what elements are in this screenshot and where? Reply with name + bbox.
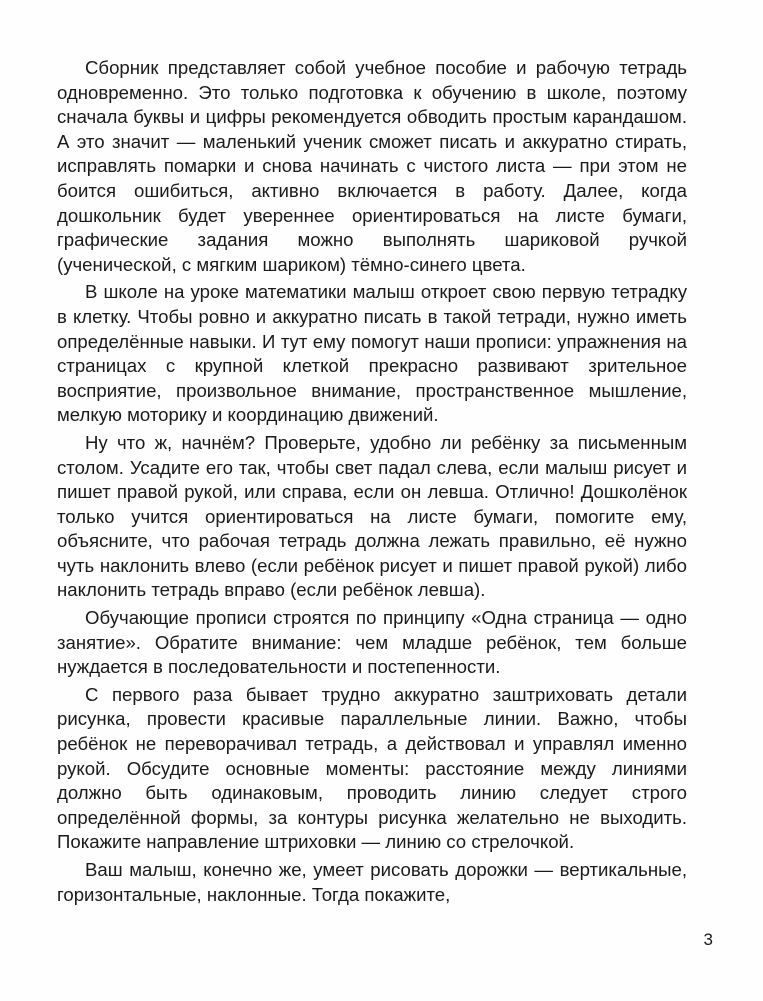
paragraph-2: В школе на уроке математики малыш откроет свою первую тетрадку в клетку. Чтобы ровно и аккуратно писать в такой тетради, нужно иметь определённые навыки. И тут ему помогут наши прописи: упражнения на страницах с крупной клеткой прекрасно развивают зрительное восприятие, произвольное внимание, пространственное мышление, мелкую моторику и координацию движений. <box>57 281 687 426</box>
paragraph-1: Сборник представляет собой учебное пособие и рабочую тетрадь одновременно. Это только подготовка к обучению в школе, поэтому сначала буквы и цифры рекомендуется обводить простым карандашом. А это значит — маленький ученик сможет писать и аккуратно стирать, исправлять помарки и снова начинать с чистого листа — при этом не боится ошибиться, активно включается в работу. Далее, когда дошкольник будет увереннее ориентироваться на листе бумаги, графические задания можно выполнять шариковой ручкой (ученической, с мягким шариком) тёмно-синего цвета. <box>57 57 687 275</box>
paragraph-5: С первого раза бывает трудно аккуратно заштриховать детали рисунка, провести красивые параллельные линии. Важно, чтобы ребёнок не переворачивал тетрадь, а действовал и управлял именно рукой. Обсудите основные моменты: расстояние между линиями должно быть одинаковым, проводить линию следует строго определённой формы, за контуры рисунка желательно не выходить. Покажите направление штриховки — линию со стрелочкой. <box>57 683 687 853</box>
page-number: 3 <box>703 930 713 949</box>
paragraph-6: Ваш малыш, конечно же, умеет рисовать дорожки — вертикальные, горизонтальные, наклонные. Тогда покажите, <box>57 859 687 905</box>
paragraph-3: Ну что ж, начнём? Проверьте, удобно ли ребёнку за письменным столом. Усадите его так, чтобы свет падал слева, если малыш рисует и пишет правой рукой, или справа, если он левша. Отлично! Дошколёнок только учится ориентироваться на листе бумаги, помогите ему, объясните, что рабочая тетрадь должна лежать правильно, её нужно чуть наклонить влево (если ребёнок рисует и пишет правой рукой) либо наклонить тетрадь вправо (если ребёнок левша). <box>57 431 687 601</box>
paragraph-4: Обучающие прописи строятся по принципу «Одна страница — одно занятие». Обратите внимание: чем младше ребёнок, тем больше нуждается в последовательности и постепенности. <box>57 607 687 678</box>
body-text <box>57 56 687 910</box>
